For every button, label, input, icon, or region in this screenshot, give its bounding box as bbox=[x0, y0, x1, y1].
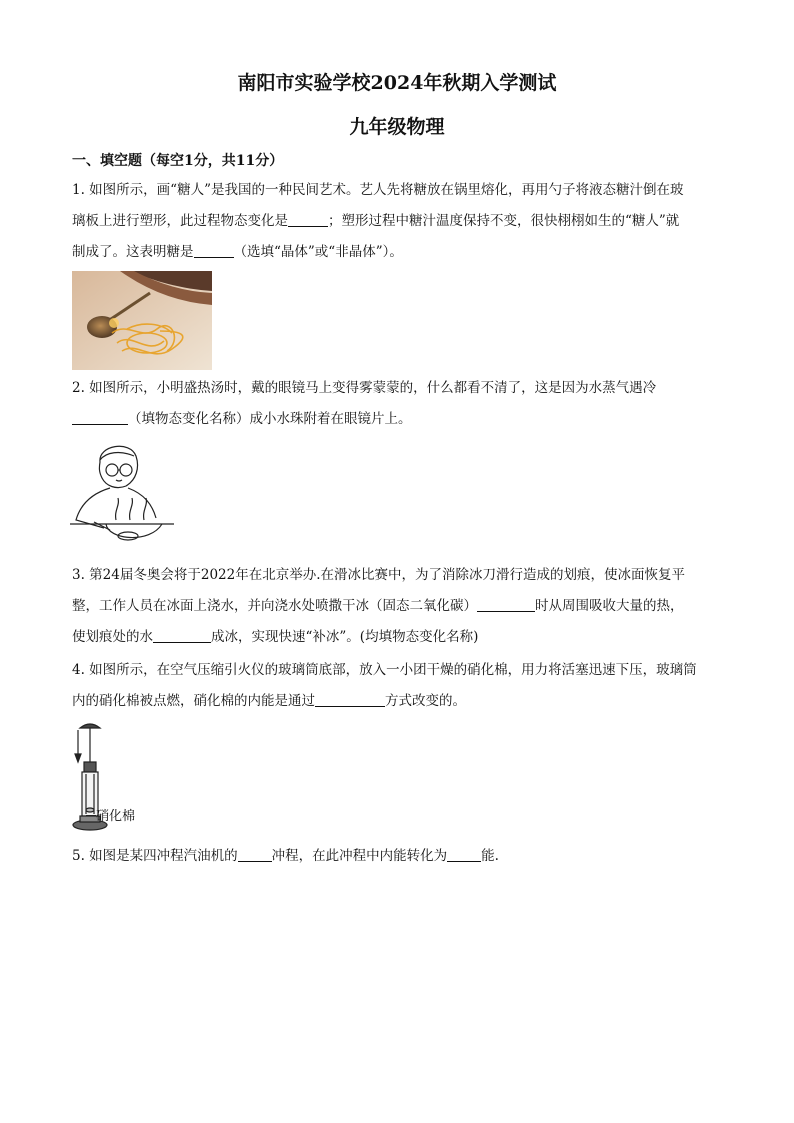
q3-blank-1[interactable] bbox=[477, 597, 535, 612]
exam-subtitle: 九年级物理 bbox=[349, 116, 445, 138]
q1-line-2b: ；塑形过程中糖汁温度保持不变，很快栩栩如生的“糖人”就 bbox=[328, 213, 680, 229]
q4-line-2a: 内的硝化棉被点燃，硝化棉的内能是通过 bbox=[72, 693, 315, 709]
boy-glasses-soup-figure bbox=[70, 440, 178, 555]
q1-line-1: 1. 如图所示，画“糖人”是我国的一种民间艺术。艺人先将糖放在锅里熔化，再用勺子将液态糖汁倒在玻 bbox=[72, 182, 684, 198]
question-4 bbox=[72, 655, 722, 717]
exam-title: 南阳市实验学校2024年秋期入学测试 bbox=[237, 72, 557, 94]
q4-line-2b: 方式改变的。 bbox=[385, 693, 466, 709]
q3-line-2b: 时从周围吸收大量的热， bbox=[535, 598, 684, 614]
q5-line-1a: 5. 如图是某四冲程汽油机的 bbox=[72, 848, 238, 864]
q4-blank-1[interactable] bbox=[315, 692, 385, 707]
question-1 bbox=[72, 175, 722, 268]
q1-line-3a: 制成了。这表明糖是 bbox=[72, 244, 194, 260]
nitrocellulose-label-line bbox=[86, 815, 96, 816]
section-heading: 一、填空题（每空1分，共11分） bbox=[72, 153, 284, 169]
q3-line-3a: 使划痕处的水 bbox=[72, 629, 153, 645]
q2-blank-1[interactable] bbox=[72, 410, 128, 425]
q1-line-3b: （选填“晶体”或“非晶体”）。 bbox=[233, 244, 403, 260]
q1-blank-2[interactable] bbox=[194, 243, 234, 258]
q3-line-1: 3. 第24届冬奥会将于2022年在北京举办.在滑冰比赛中，为了消除冰刀滑行造成的划痕，使冰面恢复平 bbox=[72, 567, 685, 583]
q5-blank-2[interactable] bbox=[447, 847, 481, 862]
question-2 bbox=[72, 373, 722, 435]
q1-blank-1[interactable] bbox=[288, 212, 328, 227]
q1-line-2a: 璃板上进行塑形，此过程物态变化是 bbox=[72, 213, 288, 229]
q2-line-1: 2. 如图所示，小明盛热汤时，戴的眼镜马上变得雾蒙蒙的，什么都看不清了，这是因为水蒸气遇冷 bbox=[72, 380, 657, 396]
q2-line-2b: （填物态变化名称）成小水珠附着在眼镜片上。 bbox=[128, 411, 412, 427]
q3-line-3b: 成冰，实现快速“补冰”。(均填物态变化名称) bbox=[211, 629, 479, 645]
q4-line-1: 4. 如图所示，在空气压缩引火仪的玻璃筒底部，放入一小团干燥的硝化棉，用力将活塞迅速下压，玻璃筒 bbox=[72, 662, 697, 678]
question-5 bbox=[72, 841, 722, 872]
q5-line-1c: 能. bbox=[481, 848, 499, 864]
question-3 bbox=[72, 560, 722, 653]
q5-line-1b: 冲程，在此冲程中内能转化为 bbox=[271, 848, 448, 864]
nitrocellulose-label: 硝化棉 bbox=[96, 809, 136, 824]
q5-blank-1[interactable] bbox=[238, 847, 272, 862]
q3-line-2a: 整，工作人员在冰面上浇水，并向浇水处喷撒干冰（固态二氧化碳） bbox=[72, 598, 477, 614]
candy-painting-photo bbox=[72, 271, 212, 370]
q3-blank-2[interactable] bbox=[153, 628, 211, 643]
